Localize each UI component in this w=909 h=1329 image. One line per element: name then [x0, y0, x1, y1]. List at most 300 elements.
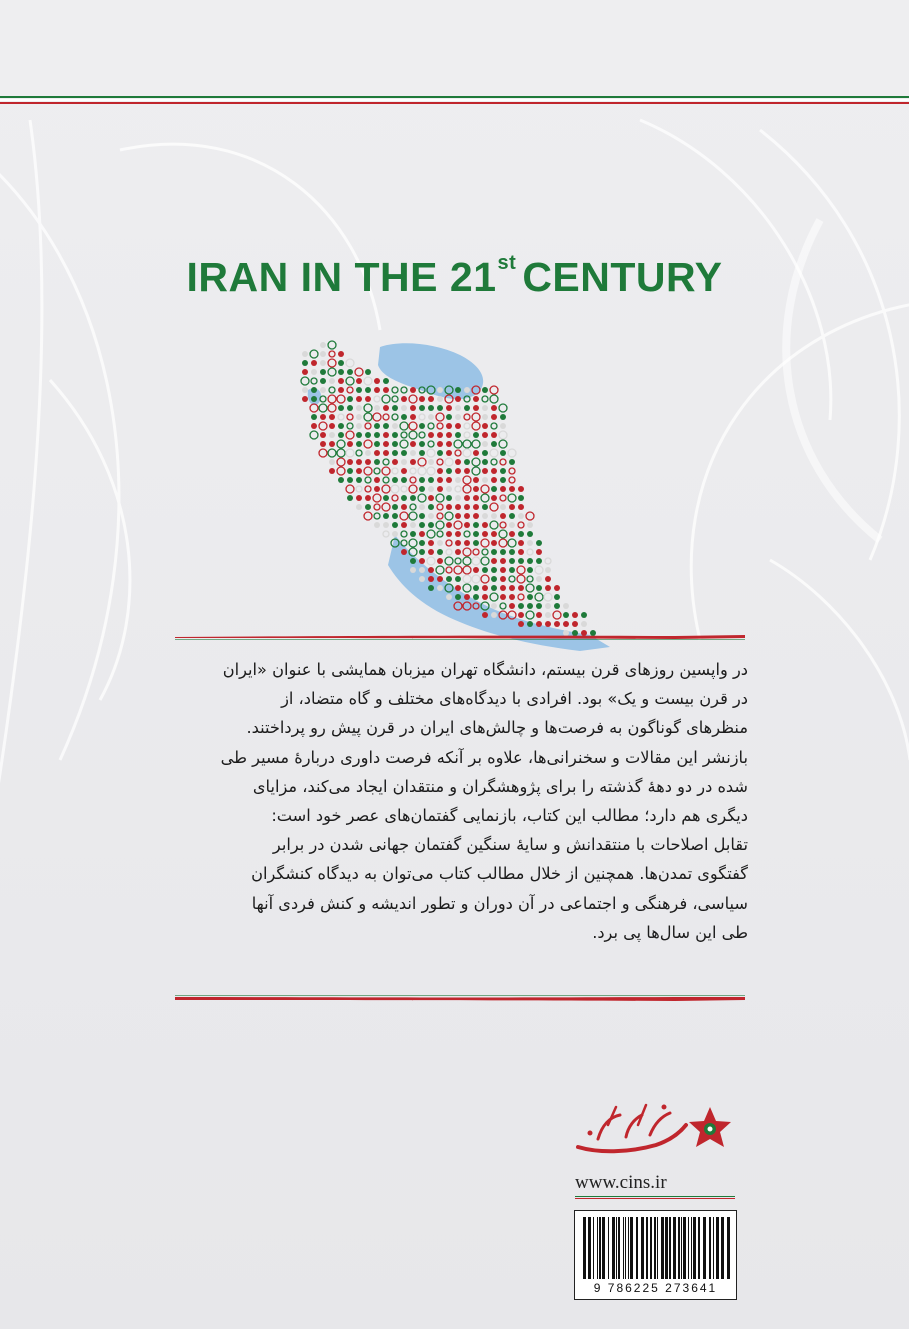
map-dot: [437, 486, 443, 492]
map-dot: [392, 531, 398, 537]
map-dot: [374, 396, 380, 402]
blurb-line: تقابل اصلاحات با منتقدانش و سایهٔ سنگین گفتمان جهانی شدن در برابر: [272, 835, 748, 855]
map-dot: [428, 477, 434, 483]
map-dot: [383, 513, 389, 519]
map-dot: [499, 539, 507, 547]
blurb-line: طی این سال‌ها پی برد.: [592, 922, 748, 942]
barcode-bar: [683, 1217, 686, 1279]
map-dot: [302, 387, 308, 393]
map-dot: [455, 540, 461, 546]
barcode-bar: [625, 1217, 626, 1279]
map-dot: [365, 504, 371, 510]
map-dot: [463, 476, 471, 484]
map-dot: [437, 441, 443, 447]
map-dot: [518, 558, 524, 564]
barcode-bar: [654, 1217, 656, 1279]
map-dot: [455, 387, 461, 393]
map-dot: [500, 567, 506, 573]
map-dot: [446, 414, 452, 420]
map-dot: [563, 603, 569, 609]
map-dot: [392, 405, 398, 411]
map-dot: [329, 387, 335, 393]
blurb-line: بازنشر این مقالات و سخنرانی‌ها، علاوه بر آنکه فرصت داوری دربارهٔ مسیر طی: [220, 747, 748, 767]
map-dot: [509, 585, 515, 591]
map-dot: [356, 504, 362, 510]
map-dot: [401, 486, 407, 492]
barcode-bar: [616, 1217, 617, 1279]
map-dot: [446, 468, 452, 474]
map-dot: [418, 467, 426, 475]
iran-dot-map: [290, 335, 620, 655]
map-dot: [311, 369, 317, 375]
map-dot: [365, 432, 371, 438]
map-dot: [446, 423, 452, 429]
map-dot: [526, 584, 534, 592]
map-dot: [365, 396, 371, 402]
map-dot: [481, 485, 489, 493]
map-dot: [383, 459, 389, 465]
map-dot: [374, 468, 380, 474]
map-dot: [464, 504, 470, 510]
map-dot: [500, 603, 506, 609]
tricolor-stripe: [0, 96, 909, 104]
map-dot: [356, 486, 362, 492]
map-dot: [392, 522, 398, 528]
map-dot: [320, 396, 326, 402]
map-dot: [392, 459, 398, 465]
map-dot: [428, 504, 434, 510]
map-dot: [473, 432, 479, 438]
map-dot: [518, 612, 524, 618]
map-dot: [536, 603, 542, 609]
map-dot: [500, 513, 506, 519]
map-dot: [401, 477, 407, 483]
map-dot: [527, 531, 533, 537]
map-dot: [401, 414, 407, 420]
map-dot: [311, 414, 317, 420]
map-dot: [481, 539, 489, 547]
barcode-bar: [623, 1217, 624, 1279]
map-dot: [302, 360, 308, 366]
map-dot: [554, 603, 560, 609]
map-dot: [329, 468, 335, 474]
map-dot: [518, 540, 524, 546]
map-dot: [563, 621, 569, 627]
map-dot: [491, 468, 497, 474]
map-dot: [410, 522, 416, 528]
map-dot: [392, 396, 398, 402]
map-dot: [446, 441, 452, 447]
map-dot: [356, 423, 362, 429]
map-dot: [356, 468, 362, 474]
map-dot: [356, 477, 362, 483]
map-dot: [338, 360, 344, 366]
map-dot: [409, 539, 417, 547]
map-dot: [392, 513, 398, 519]
map-dot: [455, 468, 461, 474]
barcode-bar: [650, 1217, 652, 1279]
map-dot: [464, 513, 470, 519]
map-dot: [509, 558, 515, 564]
map-dot: [455, 450, 461, 456]
barcode-bars: [581, 1217, 732, 1279]
map-dot: [337, 440, 345, 448]
publisher-url[interactable]: www.cins.ir: [575, 1172, 667, 1193]
map-dot: [392, 387, 398, 393]
map-dot: [428, 495, 434, 501]
map-dot: [401, 522, 407, 528]
map-dot: [428, 459, 434, 465]
map-dot: [509, 576, 515, 582]
map-dot: [382, 395, 390, 403]
map-dot: [347, 387, 353, 393]
map-dot: [473, 486, 479, 492]
map-dot: [473, 522, 479, 528]
map-dot: [500, 558, 506, 564]
map-dot: [383, 477, 389, 483]
blurb-line: گفتگوی تمدن‌ها. همچنین از خلال مطالب کتاب می‌توان به دیدگاه کنشگران: [251, 864, 748, 884]
map-dot: [509, 468, 515, 474]
map-dot: [500, 495, 506, 501]
map-dot: [482, 504, 488, 510]
map-dot: [320, 369, 326, 375]
map-dot: [500, 468, 506, 474]
map-dot: [328, 404, 336, 412]
map-dot: [482, 468, 488, 474]
map-dot: [500, 549, 506, 555]
map-dot: [509, 486, 515, 492]
map-dot: [428, 567, 434, 573]
map-dot: [419, 540, 425, 546]
map-dot: [490, 503, 498, 511]
map-dot: [482, 567, 488, 573]
map-dot: [401, 459, 407, 465]
map-dot: [509, 459, 515, 465]
map-dot: [437, 558, 443, 564]
map-dot: [428, 585, 434, 591]
map-dot: [428, 549, 434, 555]
map-dot: [401, 504, 407, 510]
map-dot: [472, 557, 480, 565]
map-dot: [347, 441, 353, 447]
map-dot: [401, 450, 407, 456]
map-dot: [472, 575, 480, 583]
barcode-bar: [716, 1217, 719, 1279]
map-dot: [463, 566, 471, 574]
barcode-bar: [698, 1217, 700, 1279]
map-dot: [374, 387, 380, 393]
separator-bottom: [175, 994, 745, 1002]
map-dot: [418, 494, 426, 502]
map-dot: [409, 512, 417, 520]
map-dot: [545, 621, 551, 627]
map-dot: [419, 504, 425, 510]
map-dot: [410, 504, 416, 510]
map-dot: [320, 342, 326, 348]
map-dot: [473, 405, 479, 411]
map-dot: [572, 612, 578, 618]
map-dot: [338, 477, 344, 483]
map-dot: [545, 612, 551, 618]
map-dot: [518, 585, 524, 591]
map-dot: [383, 423, 389, 429]
map-dot: [382, 503, 390, 511]
barcode-bar: [678, 1217, 680, 1279]
map-dot: [338, 414, 344, 420]
map-dot: [500, 504, 506, 510]
map-dot: [427, 449, 435, 457]
map-dot: [518, 531, 524, 537]
map-dot: [446, 576, 452, 582]
map-dot: [346, 431, 354, 439]
blurb-line: سیاسی، فرهنگی و اجتماعی در آن دوران و تطور اندیشه و کنش فردی آنها: [251, 893, 748, 913]
map-dot: [491, 423, 497, 429]
map-dot: [311, 387, 317, 393]
map-dot: [463, 575, 471, 583]
map-dot: [383, 405, 389, 411]
barcode-bar: [597, 1217, 598, 1279]
map-dot: [446, 504, 452, 510]
map-dot: [437, 423, 443, 429]
map-dot: [518, 513, 524, 519]
map-dot: [338, 387, 344, 393]
map-dot: [491, 486, 497, 492]
map-dot: [455, 513, 461, 519]
map-dot: [455, 594, 461, 600]
map-dot: [491, 441, 497, 447]
map-dot: [554, 594, 560, 600]
map-dot: [436, 566, 444, 574]
map-dot: [527, 558, 533, 564]
map-dot: [328, 368, 336, 376]
map-dot: [401, 387, 407, 393]
map-dot: [455, 414, 461, 420]
map-dot: [508, 494, 516, 502]
map-dot: [437, 459, 443, 465]
map-dot: [311, 360, 317, 366]
map-dot: [518, 621, 524, 627]
map-dot: [446, 549, 452, 555]
map-dot: [436, 521, 444, 529]
map-dot: [481, 575, 489, 583]
title-suffix: CENTURY: [522, 254, 723, 300]
map-dot: [383, 378, 389, 384]
barcode-bar: [583, 1217, 586, 1279]
map-dot: [572, 621, 578, 627]
map-dot: [527, 567, 533, 573]
map-dot: [482, 432, 488, 438]
map-dot: [392, 495, 398, 501]
map-dot: [338, 423, 344, 429]
map-dot: [356, 450, 362, 456]
blurb-line: دیگری هم دارد؛ مطالب این کتاب، بازنمایی گفتمان‌های عصر خود است:: [271, 806, 748, 826]
map-dot: [491, 477, 497, 483]
map-dot: [482, 522, 488, 528]
map-dot: [419, 450, 425, 456]
map-dot: [356, 495, 362, 501]
map-dot: [463, 548, 471, 556]
map-dot: [455, 486, 461, 492]
map-dot: [356, 387, 362, 393]
map-dot: [554, 585, 560, 591]
map-dot: [347, 414, 353, 420]
map-dot: [509, 477, 515, 483]
map-dot: [356, 396, 362, 402]
map-dot: [374, 513, 380, 519]
map-dot: [473, 531, 479, 537]
map-dot: [347, 477, 353, 483]
barcode-bar: [665, 1217, 668, 1279]
map-dot: [463, 485, 471, 493]
map-dot: [437, 450, 443, 456]
map-dot: [338, 369, 344, 375]
map-dot: [518, 594, 524, 600]
map-dot: [517, 575, 525, 583]
map-dot: [383, 531, 389, 537]
map-dot: [410, 405, 416, 411]
map-dot: [491, 540, 497, 546]
map-dot: [364, 467, 372, 475]
map-dot: [436, 494, 444, 502]
barcode-bar: [630, 1217, 633, 1279]
map-dot: [491, 558, 497, 564]
barcode-bar: [628, 1217, 629, 1279]
map-dot: [347, 459, 353, 465]
map-dot: [446, 486, 452, 492]
map-dot: [464, 423, 470, 429]
map-dot: [545, 585, 551, 591]
map-dot: [473, 540, 479, 546]
map-dot: [482, 549, 488, 555]
map-dot: [374, 477, 380, 483]
map-dot: [509, 504, 515, 510]
map-dot: [508, 539, 516, 547]
map-dot: [446, 531, 452, 537]
map-dot: [328, 395, 336, 403]
map-dot: [500, 459, 506, 465]
map-dot: [329, 423, 335, 429]
map-dot: [536, 558, 542, 564]
map-dot: [418, 458, 426, 466]
map-dot: [491, 612, 497, 618]
map-dot: [319, 404, 327, 412]
barcode-bar: [608, 1217, 609, 1279]
map-dot: [581, 621, 587, 627]
map-dot: [320, 387, 326, 393]
map-dot: [392, 450, 398, 456]
map-dot: [536, 585, 542, 591]
map-dot: [446, 405, 452, 411]
map-dot: [310, 431, 318, 439]
map-dot: [328, 359, 336, 367]
map-dot: [437, 432, 443, 438]
map-dot: [554, 621, 560, 627]
map-dot: [455, 423, 461, 429]
map-dot: [392, 504, 398, 510]
map-dot: [545, 567, 551, 573]
map-dot: [320, 360, 326, 366]
map-dot: [527, 522, 533, 528]
map-dot: [500, 477, 506, 483]
map-dot: [400, 422, 408, 430]
map-dot: [311, 396, 317, 402]
map-dot: [473, 504, 479, 510]
map-dot: [347, 423, 353, 429]
title-superscript: st: [497, 252, 517, 274]
barcode-bar: [657, 1217, 658, 1279]
map-dot: [400, 440, 408, 448]
map-dot: [500, 522, 506, 528]
map-dot: [500, 594, 506, 600]
map-dot: [437, 405, 443, 411]
map-dot: [472, 467, 480, 475]
map-dot: [437, 585, 443, 591]
map-dot: [419, 576, 425, 582]
map-dot: [419, 423, 425, 429]
map-dot: [401, 405, 407, 411]
map-dot: [482, 594, 488, 600]
map-dot: [409, 431, 417, 439]
map-dot: [455, 405, 461, 411]
map-dot: [445, 512, 453, 520]
map-dot: [365, 369, 371, 375]
map-dot: [491, 495, 497, 501]
map-dot: [347, 369, 353, 375]
map-dot: [527, 594, 533, 600]
map-dot: [482, 405, 488, 411]
map-dot: [491, 549, 497, 555]
map-dot: [491, 585, 497, 591]
blurb-line: در واپسین روزهای قرن بیستم، دانشگاه تهران میزبان همایشی با عنوان «ایران: [222, 660, 748, 679]
map-dot: [320, 351, 326, 357]
map-dot: [472, 440, 480, 448]
map-dot: [392, 468, 398, 474]
blurb-line: در قرن بیست و یک» بود. افرادی با دیدگاه‌های مختلف و گاه متضاد، از: [281, 689, 748, 709]
map-dot: [374, 441, 380, 447]
map-dot: [401, 540, 407, 546]
map-dot: [464, 495, 470, 501]
map-dot: [437, 468, 443, 474]
map-dot: [427, 557, 435, 565]
map-dot: [365, 423, 371, 429]
map-dot: [464, 405, 470, 411]
isbn-barcode: [574, 1210, 737, 1300]
map-dot: [401, 495, 407, 501]
map-dot: [365, 459, 371, 465]
map-dot: [392, 414, 398, 420]
map-dot: [437, 396, 443, 402]
barcode-bar: [593, 1217, 594, 1279]
map-dot: [428, 486, 434, 492]
barcode-bar: [693, 1217, 696, 1279]
map-dot: [535, 593, 543, 601]
map-dot: [347, 495, 353, 501]
map-dot: [328, 341, 336, 349]
map-dot: [526, 512, 534, 520]
map-dot: [364, 440, 372, 448]
map-dot: [473, 495, 479, 501]
map-dot: [419, 486, 425, 492]
map-dot: [410, 468, 416, 474]
publisher-logo: [568, 1095, 738, 1165]
map-dot: [364, 404, 372, 412]
map-dot: [455, 432, 461, 438]
map-dot: [373, 413, 381, 421]
map-dot: [526, 611, 534, 619]
barcode-bar: [673, 1217, 676, 1279]
map-dot: [499, 404, 507, 412]
map-dot: [419, 531, 425, 537]
